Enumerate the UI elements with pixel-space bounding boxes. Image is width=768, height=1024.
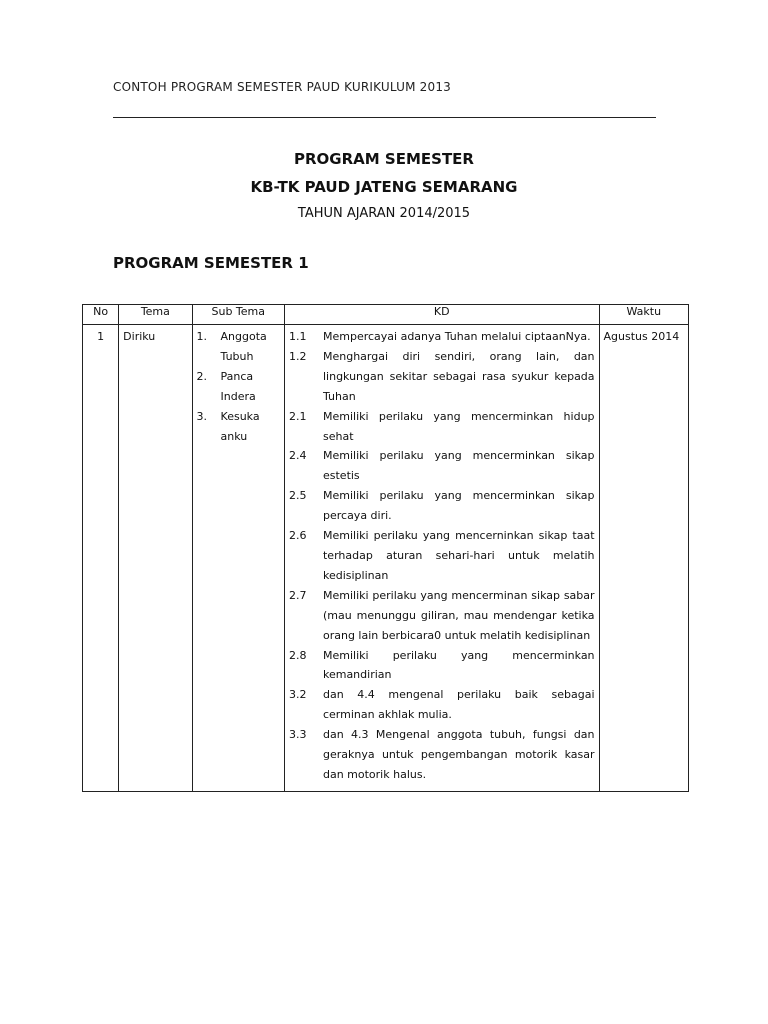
kd-item	[289, 685, 595, 725]
kd-number: 2.5	[288, 489, 307, 503]
kd-text: Memiliki perilaku yang mencerminan sikap sabar (mau menunggu giliran, mau mendengar ketika orang lain berbicara0 untuk melatih kedisiplinan	[322, 588, 595, 642]
sub-tema-text: Panca Indera	[220, 369, 256, 403]
kd-text: dan 4.4 mengenal perilaku baik sebagai cerminan akhlak mulia.	[322, 688, 595, 722]
sub-tema-item	[197, 327, 280, 367]
kd-item	[289, 526, 595, 586]
kd-number: 3.3	[288, 728, 307, 742]
kd-number: 2.6	[288, 529, 307, 543]
program-table	[82, 304, 689, 792]
kd-text: dan 4.3 Mengenal anggota tubuh, fungsi dan geraknya untuk pengembangan motorik kasar dan motorik halus.	[322, 728, 595, 781]
kd-text: Memiliki perilaku yang mencerminkan kemandirian	[322, 648, 595, 682]
cell-no: 1	[83, 325, 119, 792]
kd-item	[289, 347, 595, 407]
sub-tema-number: 2.	[196, 369, 208, 383]
table-row	[83, 325, 689, 792]
sub-tema-item	[197, 367, 280, 407]
header-waktu: Waktu	[599, 305, 688, 325]
kd-number: 1.1	[288, 330, 307, 343]
kd-item	[289, 725, 595, 785]
title-academic-year: TAHUN AJARAN 2014/2015	[297, 206, 471, 221]
title-program-semester: PROGRAM SEMESTER	[294, 150, 474, 168]
header-tema: Tema	[119, 305, 192, 325]
kd-item	[289, 446, 595, 486]
sub-tema-item	[197, 407, 280, 447]
table-header-row	[83, 305, 689, 325]
sub-tema-text: Anggota Tubuh	[220, 330, 267, 363]
kd-text: Memiliki perilaku yang mencerminkan sikap estetis	[322, 449, 595, 483]
title-school: KB-TK PAUD JATENG SEMARANG	[250, 178, 518, 196]
kd-text: Memiliki perilaku yang mencerninkan sikap taat terhadap aturan sehari-hari untuk melatih kedisiplinan	[322, 529, 595, 582]
sub-tema-number: 3.	[196, 409, 208, 423]
header-no: No	[83, 305, 119, 325]
kd-text: Mempercayai adanya Tuhan melalui ciptaanNya.	[322, 330, 591, 343]
header-kd: KD	[284, 305, 599, 325]
kd-number: 3.2	[288, 688, 307, 702]
cell-tema: Diriku	[119, 325, 192, 792]
cell-sub-tema	[192, 325, 284, 792]
section-heading: PROGRAM SEMESTER 1	[113, 254, 309, 272]
kd-text: Menghargai diri sendiri, orang lain, dan lingkungan sekitar sebagai rasa syukur kepada Tuhan	[322, 349, 595, 403]
kd-item	[289, 407, 595, 447]
kd-number: 2.8	[288, 648, 307, 662]
kd-item	[289, 486, 595, 526]
cell-waktu: Agustus 2014	[599, 325, 688, 792]
sub-tema-text: Kesuka anku	[220, 409, 260, 443]
kd-number: 1.2	[288, 349, 307, 363]
sub-tema-number: 1.	[196, 330, 208, 343]
kd-text: Memiliki perilaku yang mencerminkan sikap percaya diri.	[322, 489, 595, 523]
kd-number: 2.1	[288, 409, 307, 423]
kd-item	[289, 586, 595, 646]
header-sub-tema: Sub Tema	[192, 305, 284, 325]
document-header: CONTOH PROGRAM SEMESTER PAUD KURIKULUM 2013	[113, 80, 452, 94]
cell-kd	[284, 325, 599, 792]
kd-text: Memiliki perilaku yang mencerminkan hidup sehat	[322, 409, 595, 443]
kd-item	[289, 646, 595, 686]
header-rule	[113, 117, 656, 118]
kd-number: 2.4	[288, 449, 307, 463]
kd-number: 2.7	[288, 588, 307, 602]
kd-item	[289, 327, 595, 347]
